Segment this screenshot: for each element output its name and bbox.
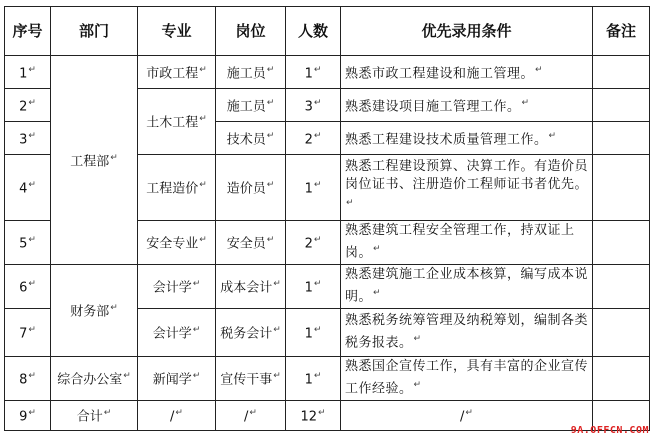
total-row [5, 401, 650, 431]
cell-cond: 熟悉工程建设技术质量管理工作。↵ [341, 122, 593, 155]
cell-count: 1↵ [286, 309, 341, 357]
cell-cond: 熟悉建设项目施工管理工作。↵ [341, 89, 593, 122]
cell-remark [593, 265, 650, 309]
recruitment-table [4, 6, 650, 431]
cell-no: 6↵ [5, 265, 51, 309]
cell-major: 会计学↵ [138, 265, 216, 309]
cell-major: 安全专业↵ [138, 221, 216, 265]
cell-post: 施工员↵ [216, 89, 286, 122]
cell-post: 宣传干事↵ [216, 357, 286, 401]
cell-post: 成本会计↵ [216, 265, 286, 309]
cell-count: 1↵ [286, 357, 341, 401]
cell-major: 工程造价↵ [138, 155, 216, 221]
cell-remark [593, 309, 650, 357]
table-row [5, 265, 650, 309]
cell-major: 会计学↵ [138, 309, 216, 357]
cell-post: 施工员↵ [216, 56, 286, 89]
cell-major-civil: 土木工程↵ [138, 89, 216, 155]
cell-post: /↵ [216, 401, 286, 431]
table-row [5, 357, 650, 401]
header-count: 人数 [286, 7, 341, 56]
cell-remark [593, 56, 650, 89]
cell-no: 8↵ [5, 357, 51, 401]
cell-cond: 熟悉国企宣传工作，具有丰富的企业宣传工作经验。↵ [341, 357, 593, 401]
cell-post: 造价员↵ [216, 155, 286, 221]
cell-remark [593, 122, 650, 155]
cell-cond: 熟悉税务统筹管理及纳税筹划，编制各类税务报表。↵ [341, 309, 593, 357]
cell-count: 1↵ [286, 155, 341, 221]
cell-post: 安全员↵ [216, 221, 286, 265]
cell-count: 2↵ [286, 221, 341, 265]
cell-major: 市政工程↵ [138, 56, 216, 89]
header-row [5, 7, 650, 56]
cell-cond: 熟悉工程建设预算、决算工作。有造价员岗位证书、注册造价工程师证书者优先。↵ [341, 155, 593, 221]
cell-no: 4↵ [5, 155, 51, 221]
cell-remark [593, 89, 650, 122]
cell-remark [593, 155, 650, 221]
watermark-text: 9A.OFFCN.COM [570, 425, 649, 436]
cell-count: 1↵ [286, 56, 341, 89]
cell-count: 3↵ [286, 89, 341, 122]
cell-cond: 熟悉市政工程建设和施工管理。↵ [341, 56, 593, 89]
cell-no: 7↵ [5, 309, 51, 357]
header-major: 专业 [138, 7, 216, 56]
cell-count: 12↵ [286, 401, 341, 431]
cell-post: 技术员↵ [216, 122, 286, 155]
header-dept: 部门 [51, 7, 138, 56]
cell-no: 9↵ [5, 401, 51, 431]
cell-dept: 综合办公室↵ [51, 357, 138, 401]
table-row [5, 56, 650, 89]
cell-dept-finance: 财务部↵ [51, 265, 138, 357]
cell-post: 税务会计↵ [216, 309, 286, 357]
cell-dept-engineering: 工程部↵ [51, 56, 138, 265]
cell-cond: 熟悉建筑施工企业成本核算，编写成本说明。↵ [341, 265, 593, 309]
header-cond: 优先录用条件 [341, 7, 593, 56]
cell-no: 1↵ [5, 56, 51, 89]
header-no: 序号 [5, 7, 51, 56]
header-remark: 备注 [593, 7, 650, 56]
cell-remark [593, 221, 650, 265]
cell-remark [593, 357, 650, 401]
cell-count: 1↵ [286, 265, 341, 309]
cell-dept: 合计↵ [51, 401, 138, 431]
cell-no: 2↵ [5, 89, 51, 122]
cell-major: 新闻学↵ [138, 357, 216, 401]
cell-cond: 熟悉建筑工程安全管理工作，持双证上岗。↵ [341, 221, 593, 265]
header-post: 岗位 [216, 7, 286, 56]
cell-no: 3↵ [5, 122, 51, 155]
cell-major: /↵ [138, 401, 216, 431]
cell-cond: /↵ [341, 401, 593, 431]
cell-no: 5↵ [5, 221, 51, 265]
cell-count: 2↵ [286, 122, 341, 155]
